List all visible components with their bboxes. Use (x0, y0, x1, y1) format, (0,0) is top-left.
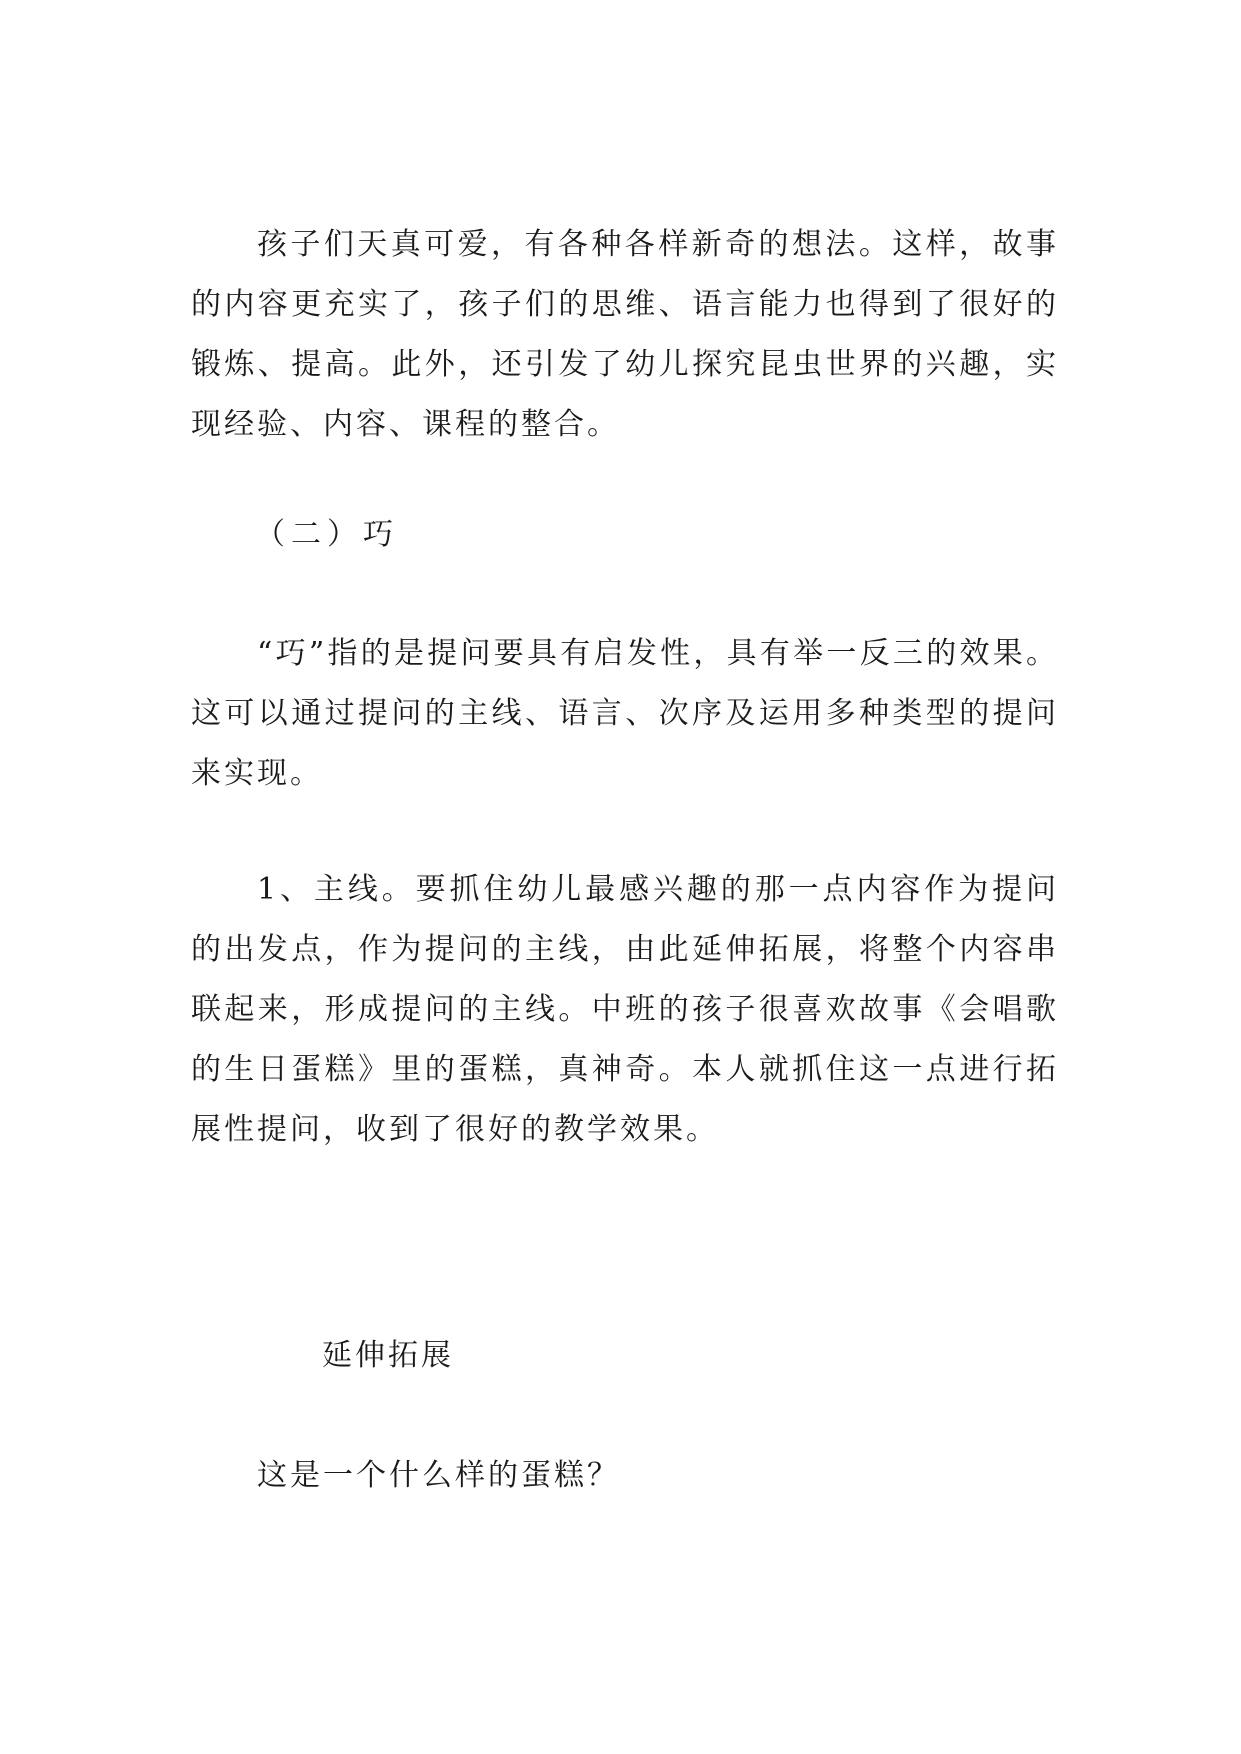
question-line: 这是一个什么样的蛋糕？ (257, 1458, 620, 1493)
paragraph-1: 孩子们天真可爱，有各种各样新奇的想法。这样，故事的内容更充实了，孩子们的思维、语言能力也得到了很好的锻炼、提高。此外，还引发了幼儿探究昆虫世界的兴趣，实现经验、内容、课程的整合。 (191, 227, 1059, 442)
sub-heading: 延伸拓展 (322, 1338, 454, 1373)
paragraph-2: “巧”指的是提问要具有启发性，具有举一反三的效果。这可以通过提问的主线、语言、次序及运用多种类型的提问来实现。 (191, 636, 1059, 791)
paragraph-3: 1、主线。要抓住幼儿最感兴趣的那一点内容作为提问的出发点，作为提问的主线，由此延伸拓展，将整个内容串联起来，形成提问的主线。中班的孩子很喜欢故事《会唱歌的生日蛋糕》里的蛋糕，真神奇。本人就抓住这一点进行拓展性提问，收到了很好的教学效果。 (191, 872, 1059, 1147)
section-heading: （二）巧 (255, 517, 399, 552)
